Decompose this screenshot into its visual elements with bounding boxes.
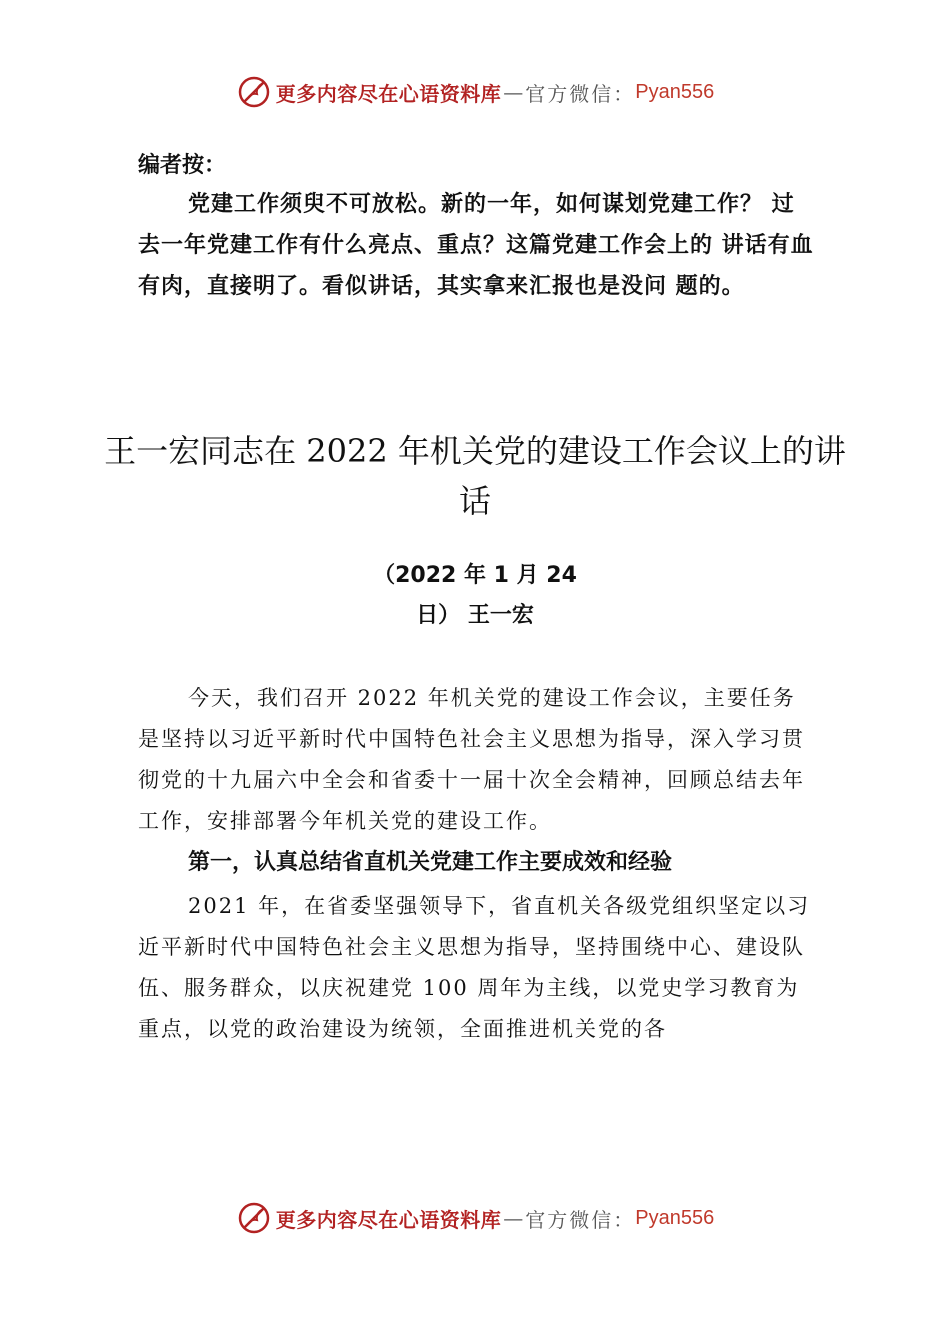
editor-note-title: 编者按：	[138, 152, 227, 178]
body-paragraph-1: 今天，我们召开 2022 年机关党的建设工作会议，主要任务是坚持以习近平新时代中国特色社会主义思想为指导，深入学习贯彻党的十九届六中全会和省委十一届十次全会精神，回顾总结去年工作，安排部署今年机关党的建设工作。	[138, 686, 805, 833]
header-watermark	[0, 72, 950, 112]
editor-note-body: 党建工作须臾不可放松。新的一年，如何谋划党建工作？ 过去一年党建工作有什么亮点、重点？这篇党建工作会上的 讲话有血有肉，直接明了。看似讲话，其实拿来汇报也是没问 题的。	[138, 191, 814, 299]
body-paragraph-2: 2021 年，在省委坚强领导下，省直机关各级党组织坚定以习近平新时代中国特色社会主义思想为指导，坚持围绕中心、建设队伍、服务群众，以庆祝建党 100 周年为主线，以党史学习教育为重点，以党的政治建设为统领，全面推进机关党的各	[138, 894, 811, 1041]
document-date-author	[300, 556, 650, 636]
watermark-separator: —	[503, 1206, 524, 1230]
watermark-label: 官方微信：	[525, 81, 636, 106]
footer-watermark	[0, 1198, 950, 1238]
watermark-brand: 更多内容尽在心语资料库	[275, 1207, 502, 1232]
date-line: （2022 年 1 月 24	[373, 563, 577, 588]
watermark-separator: —	[503, 80, 524, 104]
quill-pen-logo-icon	[236, 1200, 272, 1236]
quill-pen-logo-icon	[236, 74, 272, 110]
watermark-brand: 更多内容尽在心语资料库	[275, 81, 502, 106]
section-heading: 第一，认真总结省直机关党建工作主要成效和经验	[188, 850, 673, 875]
watermark-wechat-id: Pyan556	[635, 1206, 715, 1229]
author-line: 日） 王一宏	[416, 603, 534, 628]
watermark-wechat-id: Pyan556	[635, 80, 715, 103]
document-title: 王一宏同志在 2022 年机关党的建设工作会议上的讲话	[104, 432, 846, 520]
watermark-label: 官方微信：	[525, 1207, 636, 1232]
